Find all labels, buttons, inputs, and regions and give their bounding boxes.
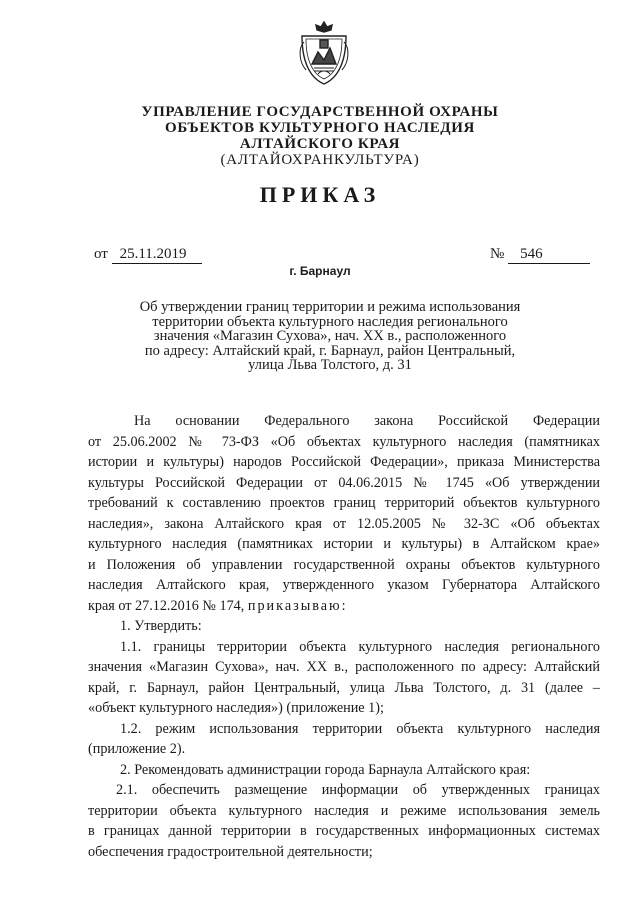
list-item: 2.1. обеспечить размещение информации об утвержденных границах <box>116 782 600 798</box>
body-line: края от 27.12.2016 № 174, приказываю: <box>88 597 348 614</box>
subject-line: значения «Магазин Сухова», нач. XX в., расположенного <box>153 328 507 344</box>
number-prefix: № <box>490 246 505 262</box>
order-number <box>490 246 590 264</box>
city: г. Барнаул <box>289 264 351 278</box>
body-line: требований к составлению проектов границ территорий объектов культурного <box>88 495 600 511</box>
body-line: На основании Федерального закона Российской Федерации <box>134 413 600 429</box>
body-line: наследия», закона Алтайского края от 12.05.2005 № 32-ЗС «Об объектах <box>88 515 600 532</box>
agency-name-line-1: УПРАВЛЕНИЕ ГОСУДАРСТВЕННОЙ ОХРАНЫ <box>141 104 499 120</box>
agency-abbreviation: (АЛТАЙОХРАНКУЛЬТУРА) <box>220 152 420 168</box>
body-line: (приложение 2). <box>88 741 186 757</box>
date-prefix: от <box>94 246 108 262</box>
body-line: культуры Российской Федерации от 04.06.2015 № 1745 «Об утверждении <box>88 474 600 491</box>
list-item: 1. Утвердить: <box>120 618 202 634</box>
body-line: значения «Магазин Сухова», нач. XX в., расположенного по адресу: Алтайский <box>88 659 600 675</box>
number-value: 546 <box>508 246 590 264</box>
body-line: «объект культурного наследия») (приложение 1); <box>88 700 384 716</box>
document-title: ПРИКАЗ <box>259 182 381 207</box>
subject-line: территории объекта культурного наследия регионального <box>152 313 508 330</box>
body-line: наследия Алтайского края, утвержденного указом Губернатора Алтайского <box>88 577 600 593</box>
body-line: и Положения об управлении государственной охраны объектов культурного <box>88 556 600 573</box>
body-line: от 25.06.2002 № 73-ФЗ «Об объектах культурного наследия (памятниках <box>88 433 600 450</box>
body-line: в границах данной территории в государственных информационных системах <box>88 823 600 839</box>
order-date <box>94 246 202 264</box>
order-subject <box>100 300 560 373</box>
body-line: территории объекта культурного наследия и режиме использования земель <box>88 802 600 819</box>
coat-of-arms-emblem <box>296 18 352 88</box>
agency-name-line-2: ОБЪЕКТОВ КУЛЬТУРНОГО НАСЛЕДИЯ <box>165 120 475 136</box>
subject-line: Об утверждении границ территории и режима использования <box>139 299 521 315</box>
body-line: истории и культуры) народов Российской Федерации», приказа Министерства <box>88 454 600 470</box>
body-line: культурного наследия (памятниках истории и культуры) в Алтайском крае» <box>88 536 600 552</box>
subject-line: по адресу: Алтайский край, г. Барнаул, район Центральный, <box>144 342 516 359</box>
list-item: 1.2. режим использования территории объекта культурного наследия <box>120 720 600 737</box>
body-line: обеспечения градостроительной деятельности; <box>88 843 373 860</box>
list-item: 2. Рекомендовать администрации города Барнаула Алтайского края: <box>120 761 531 778</box>
body-line: край, г. Барнаул, район Центральный, улица Льва Толстого, д. 31 (далее – <box>88 679 600 696</box>
subject-line: улица Льва Толстого, д. 31 <box>248 357 412 373</box>
date-value: 25.11.2019 <box>112 246 202 264</box>
agency-name-line-3: АЛТАЙСКОГО КРАЯ <box>239 136 401 152</box>
list-item: 1.1. границы территории объекта культурного наследия регионального <box>120 638 600 655</box>
